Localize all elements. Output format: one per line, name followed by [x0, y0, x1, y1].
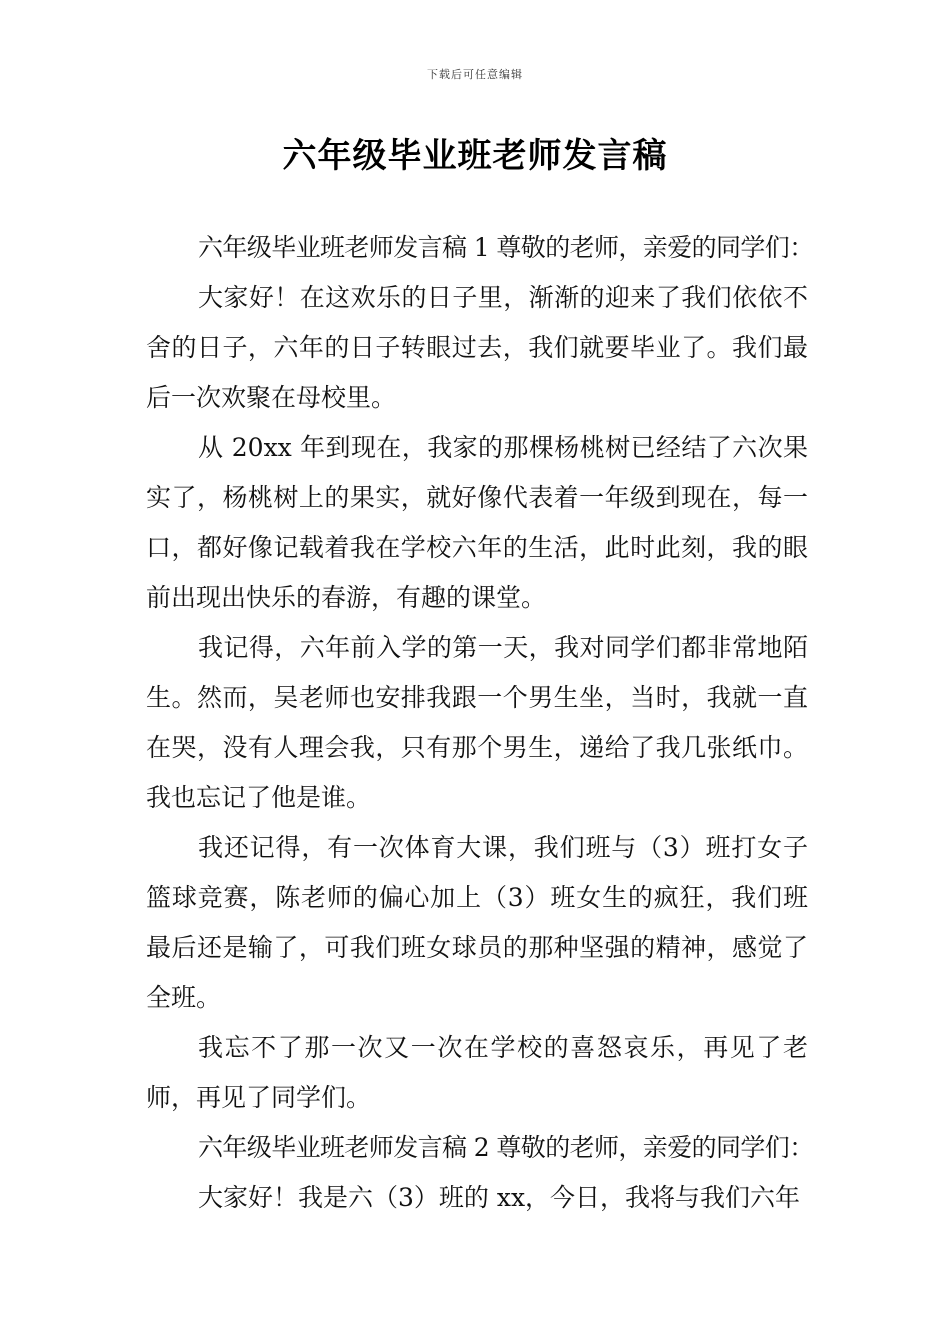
paragraph-speech-2-heading: 六年级毕业班老师发言稿 2 尊敬的老师，亲爱的同学们： — [198, 1133, 814, 1162]
paragraph: 我记得，六年前入学的第一天，我对同学们都非常地陌生。然而，吴老师也安排我跟一个男生坐，当时，我就一直在哭，没有人理会我，只有那个男生，递给了我几张纸巾。我也忘记了他是谁。 — [146, 633, 808, 812]
paragraph: 从 20xx 年到现在，我家的那棵杨桃树已经结了六次果实了，杨桃树上的果实，就好像代表着一年级到现在，每一口，都好像记载着我在学校六年的生活，此时此刻，我的眼前出现出快乐的春游，有趣的课堂。 — [146, 433, 808, 612]
paragraph: 大家好！我是六（3）班的 xx，今日，我将与我们六年 — [198, 1183, 801, 1212]
document-body — [146, 223, 814, 1223]
header-note: 下载后可任意编辑 — [427, 68, 523, 81]
paragraph: 我忘不了那一次又一次在学校的喜怒哀乐，再见了老师，再见了同学们。 — [146, 1033, 808, 1112]
paragraph-speech-1-heading: 六年级毕业班老师发言稿 1 尊敬的老师，亲爱的同学们： — [198, 233, 814, 262]
document-title: 六年级毕业班老师发言稿 — [282, 136, 668, 176]
paragraph: 我还记得，有一次体育大课，我们班与（3）班打女子篮球竞赛，陈老师的偏心加上（3）班女生的疯狂，我们班最后还是输了，可我们班女球员的那种坚强的精神，感觉了全班。 — [146, 833, 808, 1012]
paragraph: 大家好！在这欢乐的日子里，渐渐的迎来了我们依依不舍的日子，六年的日子转眼过去，我们就要毕业了。我们最后一次欢聚在母校里。 — [146, 283, 808, 412]
